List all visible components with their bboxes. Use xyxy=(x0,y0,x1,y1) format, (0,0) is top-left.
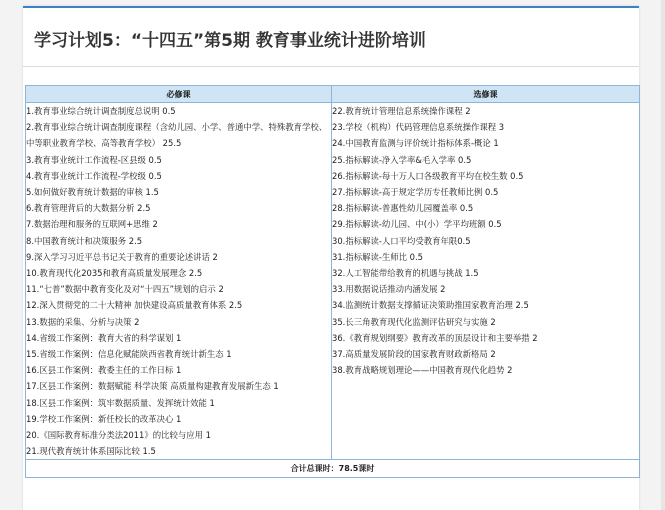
page-scrollbar[interactable] xyxy=(661,0,665,510)
elective-course-34: 34.监测统计数据支撑循证决策助推国家教育治理 2.5 xyxy=(332,300,529,311)
total-hours: 合计总课时：78.5课时 xyxy=(26,460,640,478)
required-course-10: 10.教育现代化2035和教育高质量发展理念 2.5 xyxy=(26,268,203,279)
required-course-3: 3.教育事业统计工作流程-区县级 0.5 xyxy=(26,154,162,165)
required-course-19: 19.学校工作案例：新任校长的改革决心 1 xyxy=(26,413,182,424)
required-course-7: 7.数据治理和服务的互联网+思维 2 xyxy=(26,219,158,230)
elective-course-33: 33.用数据说话推动内涵发展 2 xyxy=(332,284,446,295)
required-course-20: 20.《国际教育标准分类法2011》的比较与应用 1 xyxy=(26,430,211,441)
plan-card xyxy=(23,6,639,510)
required-course-8: 8.中国教育统计和决策服务 2.5 xyxy=(26,235,143,246)
elective-course-35: 35.长三角教育现代化监测评估研究与实施 2 xyxy=(332,316,496,327)
elective-course-23: 23.学校（机构）代码管理信息系统操作课程 3 xyxy=(332,122,505,133)
required-course-18: 18.区县工作案例：筑牢数据质量、发挥统计效能 1 xyxy=(26,397,215,408)
required-course-1: 1.教育事业综合统计调查制度总说明 0.5 xyxy=(26,106,176,116)
elective-header: 选修课 xyxy=(332,86,640,103)
required-course-5: 5.如何做好教育统计数据的审核 1.5 xyxy=(26,187,159,197)
elective-course-36: 36.《教育规划纲要》教育改革的顶层设计和主要举措 2 xyxy=(332,332,538,343)
required-course-15: 15.省级工作案例：信息化赋能陕西省教育统计新生态 1 xyxy=(26,349,232,360)
elective-course-29: 29.指标解读-幼儿园、中(小）学平均班额 0.5 xyxy=(332,219,502,230)
elective-course-25: 25.指标解读-净入学率&毛入学率 0.5 xyxy=(332,154,472,165)
required-course-2: 2.教育事业综合统计调查制度课程（含幼儿园、小学、普通中学、特殊教育学校、中等职业教育学校、高等教育学校） 25.5 xyxy=(26,122,328,149)
accent-line xyxy=(23,6,639,8)
required-course-12: 12.深入贯彻党的二十大精神 加快建设高质量教育体系 2.5 xyxy=(26,300,243,311)
required-header: 必修课 xyxy=(26,86,332,103)
elective-course-30: 30.指标解读-人口平均受教育年限0.5 xyxy=(332,235,471,246)
course-table xyxy=(25,85,640,478)
required-course-4: 4.教育事业统计工作流程-学校级 0.5 xyxy=(26,170,162,181)
required-course-21: 21.现代教育统计体系国际比较 1.5 xyxy=(26,446,156,457)
elective-course-32: 32.人工智能带给教育的机遇与挑战 1.5 xyxy=(332,268,479,279)
elective-course-26: 26.指标解读-每十万人口各级教育平均在校生数 0.5 xyxy=(332,170,524,181)
elective-course-31: 31.指标解读-生师比 0.5 xyxy=(332,251,423,262)
elective-course-27: 27.指标解读-高于规定学历专任教师比例 0.5 xyxy=(332,187,499,198)
required-course-11: 11.“七普”数据中教育变化及对“十四五”规划的启示 2 xyxy=(26,284,224,295)
required-course-6: 6.教育管理背后的大数据分析 2.5 xyxy=(26,203,151,214)
elective-course-28: 28.指标解读-普惠性幼儿园覆盖率 0.5 xyxy=(332,203,474,214)
title-divider xyxy=(23,66,639,67)
required-course-17: 17.区县工作案例：数据赋能 科学决策 高质量构建教育发展新生态 1 xyxy=(26,381,279,392)
required-column xyxy=(26,103,332,460)
required-course-16: 16.区县工作案例：教委主任的工作日标 1 xyxy=(26,365,182,376)
elective-course-24: 24.中国教育监测与评价统计指标体系-概论 1 xyxy=(332,138,499,149)
required-course-14: 14.省级工作案例：教育大省的科学谋划 1 xyxy=(26,332,182,343)
required-course-13: 13.数据的采集、分析与决策 2 xyxy=(26,316,140,327)
elective-course-38: 38.教育战略规划理论——中国教育现代化趋势 2 xyxy=(332,365,513,376)
elective-course-22: 22.教育统计管理信息系统操作课程 2 xyxy=(332,106,471,116)
elective-course-37: 37.高质量发展阶段的国家教育财政新格局 2 xyxy=(332,349,496,360)
page-title: 学习计划5：“十四五”第5期 教育事业统计进阶培训 xyxy=(34,31,426,51)
required-course-9: 9.深入学习习近平总书记关于教育的重要论述讲话 2 xyxy=(26,251,218,262)
elective-column xyxy=(332,103,640,460)
